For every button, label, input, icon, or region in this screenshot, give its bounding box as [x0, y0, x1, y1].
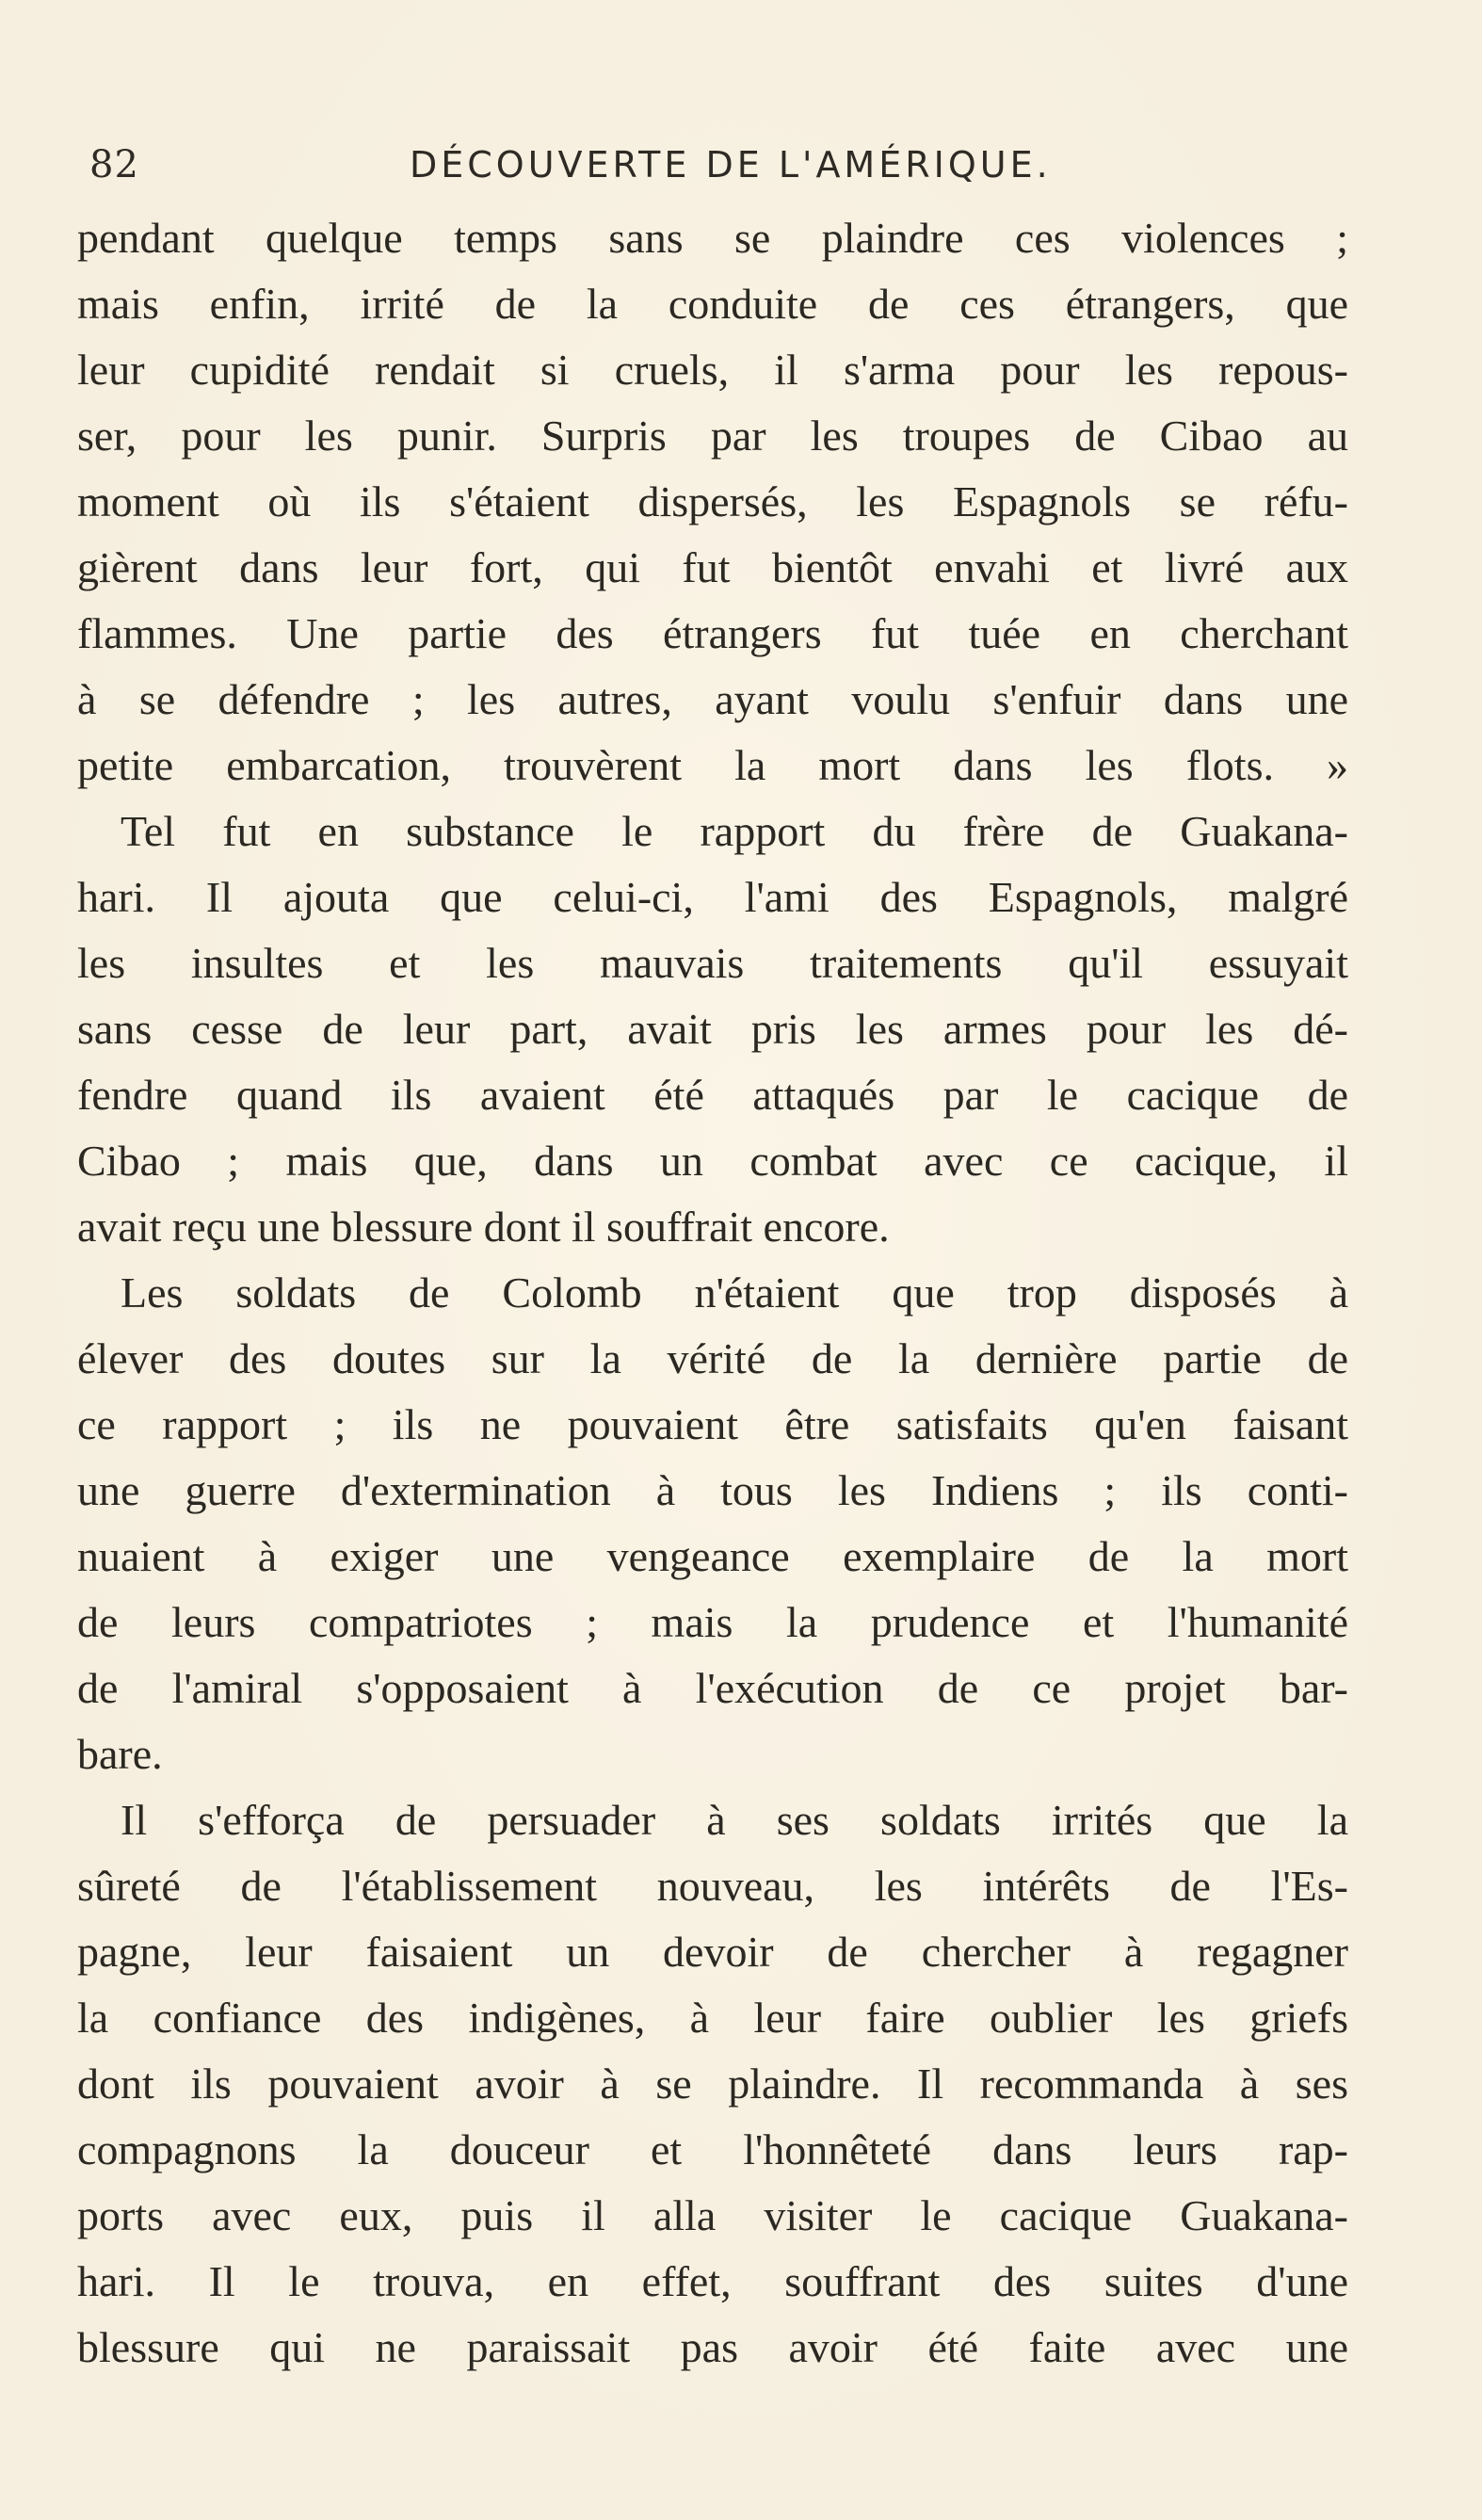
text-line: Les soldats de Colomb n'étaient que trop disposés à	[121, 1268, 1348, 1317]
text-line: flammes. Une partie des étrangers fut tuée en cherchant	[77, 609, 1348, 657]
text-line: Il s'efforça de persuader à ses soldats irrités que la	[121, 1796, 1348, 1844]
text-line: nuaient à exiger une vengeance exemplaire de la mort	[77, 1532, 1348, 1580]
text-line: ser, pour les punir. Surpris par les troupes de Cibao au	[77, 412, 1348, 460]
text-line: moment où ils s'étaient dispersés, les Espagnols se réfu-	[77, 477, 1348, 525]
text-line: une guerre d'extermination à tous les Indiens ; ils conti-	[77, 1466, 1348, 1514]
text-line: bare.	[77, 1730, 163, 1778]
text-line: ce rapport ; ils ne pouvaient être satisfaits qu'en faisant	[77, 1400, 1348, 1448]
page-number: 82	[89, 143, 139, 186]
text-line: leur cupidité rendait si cruels, il s'arma pour les repous-	[77, 346, 1348, 394]
text-line: blessure qui ne paraissait pas avoir été faite avec une	[77, 2323, 1348, 2371]
text-line: Tel fut en substance le rapport du frère de Guakana-	[121, 807, 1348, 855]
text-line: à se défendre ; les autres, ayant voulu s'enfuir dans une	[77, 675, 1348, 723]
text-line: sûreté de l'établissement nouveau, les intérêts de l'Es-	[77, 1862, 1348, 1910]
text-line: mais enfin, irrité de la conduite de ces étrangers, que	[77, 280, 1348, 328]
text-line: avait reçu une blessure dont il souffrait encore.	[77, 1203, 890, 1251]
text-line: pendant quelque temps sans se plaindre ces violences ;	[77, 214, 1348, 262]
text-line: ports avec eux, puis il alla visiter le cacique Guakana-	[77, 2191, 1348, 2239]
text-line: petite embarcation, trouvèrent la mort dans les flots. »	[77, 741, 1348, 789]
text-line: gièrent dans leur fort, qui fut bientôt envahi et livré aux	[77, 543, 1348, 591]
text-line: hari. Il le trouva, en effet, souffrant des suites d'une	[77, 2257, 1348, 2305]
text-line: fendre quand ils avaient été attaqués par le cacique de	[77, 1071, 1348, 1119]
running-title: DÉCOUVERTE DE L'AMÉRIQUE.	[410, 144, 1052, 186]
text-line: élever des doutes sur la vérité de la dernière partie de	[77, 1334, 1348, 1382]
text-line: Cibao ; mais que, dans un combat avec ce cacique, il	[77, 1137, 1348, 1185]
text-line: dont ils pouvaient avoir à se plaindre. Il recommanda à ses	[77, 2060, 1348, 2108]
text-line: compagnons la douceur et l'honnêteté dans leurs rap-	[77, 2125, 1348, 2173]
text-line: les insultes et les mauvais traitements qu'il essuyait	[77, 939, 1348, 987]
text-line: pagne, leur faisaient un devoir de chercher à regagner	[77, 1928, 1348, 1976]
text-line: la confiance des indigènes, à leur faire oublier les griefs	[77, 1994, 1348, 2042]
text-line: sans cesse de leur part, avait pris les armes pour les dé-	[77, 1005, 1348, 1053]
page-header	[89, 137, 1342, 193]
text-line: hari. Il ajouta que celui-ci, l'ami des Espagnols, malgré	[77, 873, 1348, 921]
text-line: de leurs compatriotes ; mais la prudence et l'humanité	[77, 1598, 1348, 1646]
text-line: de l'amiral s'opposaient à l'exécution de ce projet bar-	[77, 1664, 1348, 1712]
body-text	[77, 205, 1348, 2381]
